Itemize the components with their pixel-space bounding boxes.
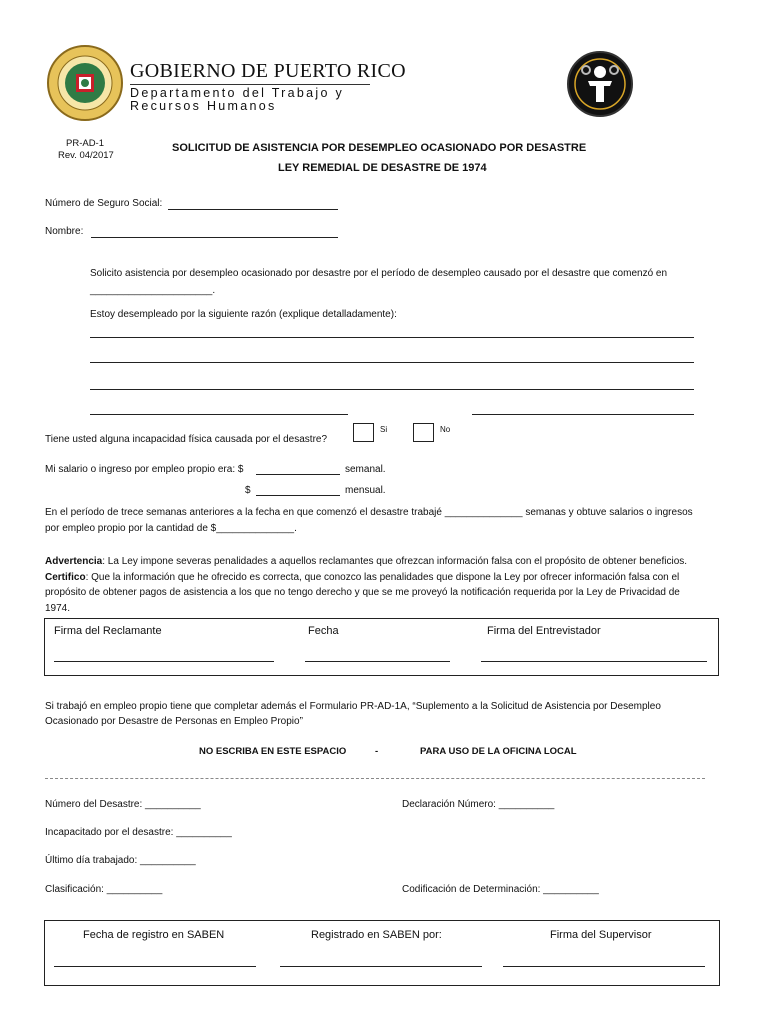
determination-code: Codificación de Determinación: __________ bbox=[402, 884, 599, 895]
ssn-label: Número de Seguro Social: bbox=[45, 198, 163, 209]
saben-date-label: Fecha de registro en SABEN bbox=[83, 929, 225, 941]
period-line2: por empleo propio por la cantidad de $______________. bbox=[45, 523, 297, 534]
period-line1: En el período de trece semanas anteriores a la fecha en que comenzó el desastre trabajé ______________ semanas y obtuve salarios o ingresos bbox=[45, 507, 693, 518]
form-title-line2: LEY REMEDIAL DE DESASTRE DE 1974 bbox=[278, 162, 487, 174]
self-employed-note-1: Si trabajó en empleo propio tiene que completar además el Formulario PR-AD-1A, “Suplemento a la Solicitud de Asistencia por Desempleo bbox=[45, 701, 661, 712]
no-label: No bbox=[440, 425, 451, 434]
reason-line-3[interactable] bbox=[90, 389, 694, 390]
reason-line-4a[interactable] bbox=[90, 414, 348, 415]
dollar-sign: $ bbox=[245, 485, 251, 496]
certify-line2: propósito de obtener pagos de asistencia a los que no tengo derecho y que se me proveyó la notificación requerida por la Ley de Privacidad de bbox=[45, 587, 680, 598]
reason-line-1[interactable] bbox=[90, 337, 694, 338]
certify-text: : Que la información que he ofrecido es correcta, que conozco las penalidades que dispone la Ley por ofrecer información falsa con el bbox=[85, 571, 680, 583]
claimant-signature-label: Firma del Reclamante bbox=[54, 625, 162, 637]
date-line[interactable] bbox=[305, 661, 450, 662]
reason-line-4b[interactable] bbox=[472, 414, 694, 415]
monthly-label: mensual. bbox=[345, 485, 386, 496]
no-checkbox[interactable] bbox=[413, 423, 434, 442]
reason-label: Estoy desempleado por la siguiente razón (explique detalladamente): bbox=[90, 309, 397, 320]
classification: Clasificación: __________ bbox=[45, 884, 163, 895]
form-code: PR-AD-1 bbox=[66, 138, 105, 149]
date-label: Fecha bbox=[308, 625, 339, 637]
name-label: Nombre: bbox=[45, 226, 84, 237]
saben-date-line[interactable] bbox=[54, 966, 256, 967]
weekly-salary-field[interactable] bbox=[256, 474, 340, 475]
weekly-label: semanal. bbox=[345, 464, 386, 475]
gov-title: GOBIERNO DE PUERTO RICO bbox=[130, 60, 406, 82]
saben-registered-by-label: Registrado en SABEN por: bbox=[311, 929, 442, 941]
dept-line2: Recursos Humanos bbox=[130, 99, 277, 113]
disaster-number: Número del Desastre: __________ bbox=[45, 799, 201, 810]
interviewer-signature-label: Firma del Entrevistador bbox=[487, 625, 601, 637]
supervisor-signature-label: Firma del Supervisor bbox=[550, 929, 652, 941]
last-day-worked: Último día trabajado: __________ bbox=[45, 855, 196, 866]
warning-paragraph bbox=[45, 554, 725, 616]
si-checkbox[interactable] bbox=[353, 423, 374, 442]
self-employed-note-2: Ocasionado por Desastre de Personas en Empleo Propio” bbox=[45, 716, 303, 727]
saben-registered-by-line[interactable] bbox=[280, 966, 482, 967]
request-date-field[interactable]: ______________________. bbox=[90, 285, 216, 296]
warning-text: : La Ley impone severas penalidades a aquellos reclamantes que ofrezcan información falsa con el propósito de obtener beneficios. bbox=[102, 556, 688, 567]
dept-emblem-icon bbox=[566, 50, 634, 118]
form-title-line1: SOLICITUD DE ASISTENCIA POR DESEMPLEO OCASIONADO POR DESASTRE bbox=[172, 142, 587, 154]
si-label: Si bbox=[380, 425, 388, 434]
claimant-signature-line[interactable] bbox=[54, 661, 274, 662]
office-divider bbox=[45, 778, 705, 779]
puerto-rico-seal-icon bbox=[46, 44, 124, 122]
title-rule bbox=[130, 84, 370, 85]
ssn-field[interactable] bbox=[168, 209, 338, 210]
warning-bold: Advertencia bbox=[45, 556, 103, 567]
local-use-label: PARA USO DE LA OFICINA LOCAL bbox=[420, 746, 577, 757]
supervisor-signature-line[interactable] bbox=[503, 966, 705, 967]
no-write-label: NO ESCRIBA EN ESTE ESPACIO bbox=[199, 746, 347, 757]
monthly-salary-field[interactable] bbox=[256, 495, 340, 496]
reason-line-2[interactable] bbox=[90, 362, 694, 363]
certify-bold: Certifico bbox=[45, 571, 86, 583]
name-field[interactable] bbox=[91, 237, 338, 238]
salary-label: Mi salario o ingreso por empleo propio era: $ bbox=[45, 464, 244, 475]
request-text: Solicito asistencia por desempleo ocasionado por desastre por el período de desempleo causado por el desastre que comenzó en bbox=[90, 268, 668, 279]
office-dash: - bbox=[375, 746, 379, 757]
certify-line3: 1974. bbox=[45, 602, 71, 614]
form-rev: Rev. 04/2017 bbox=[58, 150, 114, 161]
dept-line1: Departamento del Trabajo y bbox=[130, 86, 345, 100]
disability-question: Tiene usted alguna incapacidad física causada por el desastre? bbox=[45, 434, 328, 445]
incapacitated: Incapacitado por el desastre: __________ bbox=[45, 827, 232, 838]
interviewer-signature-line[interactable] bbox=[481, 661, 707, 662]
declaration-number: Declaración Número: __________ bbox=[402, 799, 555, 810]
